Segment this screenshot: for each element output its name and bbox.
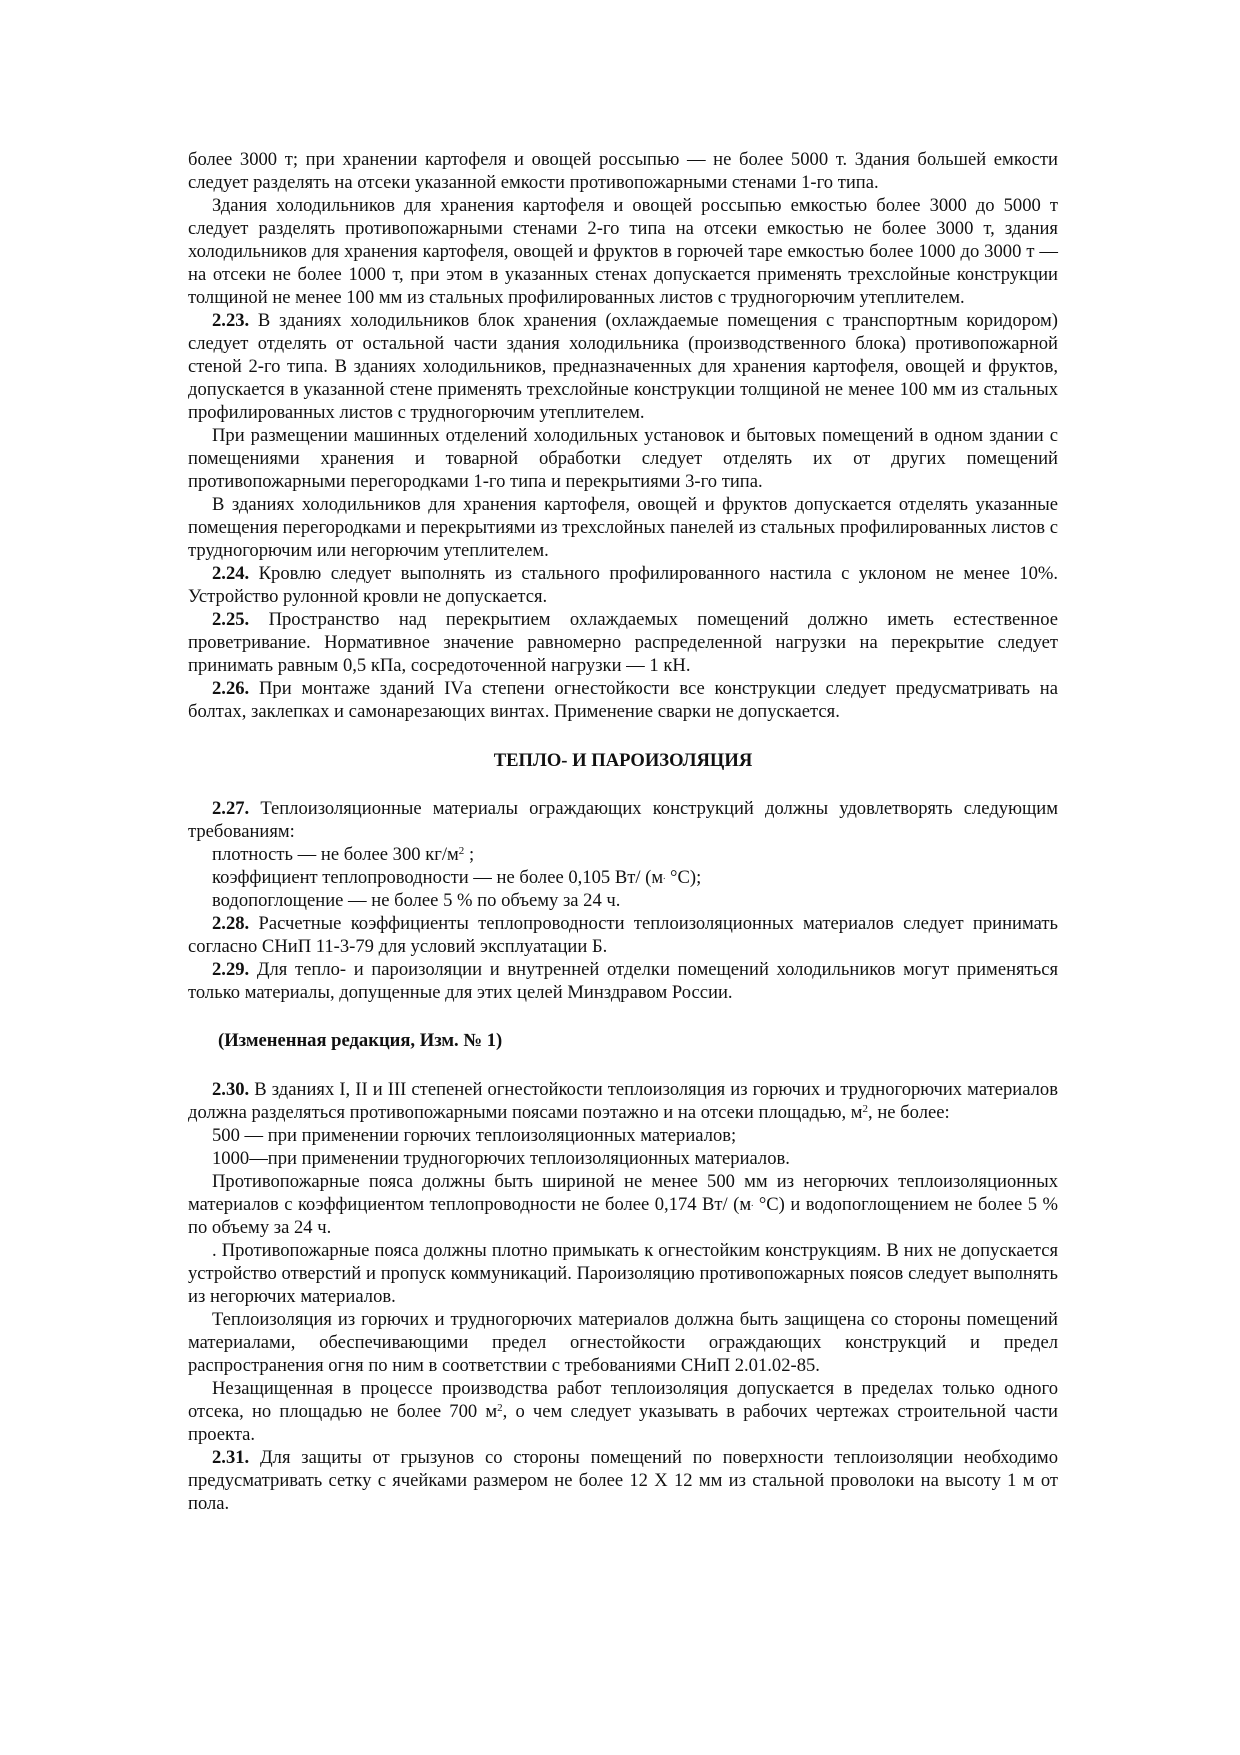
paragraph-text: водопоглощение — не более 5 % по объему за 24 ч. bbox=[212, 890, 621, 911]
paragraph-text: Незащищенная в процессе производства работ теплоизоляция допускается в пределах только одного отсека, но площадью не более 700 м bbox=[188, 1378, 1058, 1422]
clause-number: 2.29. bbox=[212, 959, 250, 980]
paragraph-text: Теплоизоляционные материалы ограждающих конструкций должны удовлетворять следующим требованиям: bbox=[188, 798, 1058, 842]
clause-2-24 bbox=[188, 562, 1058, 608]
paragraph-text: В зданиях холодильников для хранения картофеля, овощей и фруктов допускается отделять указанные помещения перегородками и перекрытиями из трехслойных панелей из стальных профилированных листов с трудногорючим или негорючим утеплителем. bbox=[188, 494, 1058, 561]
paragraph-text: В зданиях I, II и III степеней огнестойкости теплоизоляция из горючих и трудногорючих материалов должна разделяться противопожарными поясами поэтажно и на отсеки площадью, м bbox=[188, 1079, 1058, 1123]
paragraph-text: °С) и водопоглощением не более 5 % по объему за 24 ч. bbox=[188, 1194, 1058, 1238]
paragraph-text: Кровлю следует выполнять из стального профилированного настила с уклоном не менее 10%. Устройство рулонной кровли не допускается. bbox=[188, 563, 1058, 607]
clause-number: 2.27. bbox=[212, 798, 250, 819]
paragraph-text: . Противопожарные пояса должны плотно примыкать к огнестойким конструкциям. В них не допускается устройство отверстий и пропуск коммуникаций. Пароизоляцию противопожарных поясов следует выполнять из негорючих материалов. bbox=[188, 1240, 1058, 1307]
paragraph-text: Противопожарные пояса должны быть шириной не менее 500 мм из негорючих теплоизоляционных материалов с коэффициентом теплопроводности не более 0,174 Вт/ (м bbox=[188, 1171, 1058, 1215]
paragraph-text: , о чем следует указывать в рабочих чертежах строительной части проекта. bbox=[188, 1401, 1059, 1445]
revision-note: (Измененная редакция, Изм. № 1) bbox=[218, 1030, 503, 1051]
paragraph-text: Здания холодильников для хранения картофеля и овощей россыпью емкостью более 3000 до 5000 т следует разделять противопожарными стенами 2-го типа на отсеки емкостью не более 3000 т, здания холодильников для хранения картофеля, овощей и фруктов в горючей таре емкостью более 1000 до 3000 т — на отсеки не более 1000 т, при этом в указанных стенах допускается применять трехслойные конструкции толщиной не менее 100 мм из стальных профилированных листов с трудногорючим утеплителем. bbox=[188, 195, 1058, 308]
paragraph bbox=[188, 1239, 1058, 1308]
paragraph bbox=[188, 493, 1058, 562]
clause-number: 2.26. bbox=[212, 678, 250, 699]
requirement-density bbox=[188, 843, 1058, 866]
paragraph-text: В зданиях холодильников блок хранения (охлаждаемые помещения с транспортным коридором) следует отделять от остальной части здания холодильника (производственного блока) противопожарной стеной 2-го типа. В зданиях холодильников, предназначенных для хранения картофеля, овощей и фруктов, допускается в указанной стене применять трехслойные конструкции толщиной не менее 100 мм из стальных профилированных листов с трудногорючим утеплителем. bbox=[188, 310, 1059, 423]
superscript: 2 bbox=[862, 1103, 869, 1115]
clause-number: 2.23. bbox=[212, 310, 250, 331]
section-heading: ТЕПЛО- И ПАРОИЗОЛЯЦИЯ bbox=[493, 750, 753, 771]
clause-2-28 bbox=[188, 912, 1058, 958]
superscript: 2 bbox=[497, 1402, 503, 1414]
paragraph-text: При размещении машинных отделений холодильных установок и бытовых помещений в одном здании с помещениями хранения и товарной обработки следует отделять их от других помещений противопожарными перегородками 1-го типа и перекрытиями 3-го типа. bbox=[188, 425, 1058, 492]
paragraph-text: Пространство над перекрытием охлаждаемых помещений должно иметь естественное проветривание. Нормативное значение равномерно распределенной нагрузки на перекрытие следует принимать равным 0,5 кПа, сосредоточенной нагрузки — 1 кН. bbox=[188, 609, 1058, 676]
clause-2-23 bbox=[188, 309, 1058, 424]
clause-2-26 bbox=[188, 677, 1058, 723]
paragraph bbox=[188, 1170, 1058, 1239]
paragraph bbox=[188, 1308, 1058, 1377]
paragraph-text: 1000—при применении трудногорючих теплоизоляционных материалов. bbox=[212, 1148, 790, 1169]
paragraph bbox=[188, 194, 1058, 309]
superscript: 2 bbox=[458, 845, 465, 857]
clause-2-27 bbox=[188, 797, 1058, 843]
clause-2-30 bbox=[188, 1078, 1058, 1124]
clause-2-31 bbox=[188, 1446, 1058, 1515]
paragraph-text: При монтаже зданий IVа степени огнестойкости все конструкции следует предусматривать на болтах, заклепках и самонарезающих винтах. Применение сварки не допускается. bbox=[188, 678, 1058, 722]
paragraph-text: , не более: bbox=[868, 1102, 950, 1123]
paragraph-text: плотность — не более 300 кг/м bbox=[212, 844, 459, 865]
requirement-conductivity bbox=[188, 866, 1058, 889]
list-item bbox=[188, 1124, 1058, 1147]
clause-2-29 bbox=[188, 958, 1058, 1004]
clause-number: 2.25. bbox=[212, 609, 250, 630]
clause-number: 2.30. bbox=[212, 1079, 250, 1100]
clause-number: 2.24. bbox=[212, 563, 250, 584]
paragraph-text: ; bbox=[464, 844, 475, 865]
superscript: . bbox=[751, 1198, 754, 1208]
paragraph bbox=[188, 1377, 1058, 1446]
paragraph-text: 500 — при применении горючих теплоизоляционных материалов; bbox=[212, 1125, 737, 1146]
paragraph-text: Для защиты от грызунов со стороны помещений по поверхности теплоизоляции необходимо предусматривать сетку с ячейками размером не более 12 Х 12 мм из стальной проволоки на высоту 1 м от пола. bbox=[188, 1447, 1058, 1514]
superscript: . bbox=[663, 871, 666, 881]
clause-number: 2.31. bbox=[212, 1447, 250, 1468]
list-item bbox=[188, 1147, 1058, 1170]
paragraph bbox=[188, 148, 1058, 194]
paragraph bbox=[188, 424, 1058, 493]
paragraph-text: Теплоизоляция из горючих и трудногорючих материалов должна быть защищена со стороны помещений материалами, обеспечивающими предел огнестойкости ограждающих конструкций и предел распространения огня по ним в соответствии с требованиями СНиП 2.01.02-85. bbox=[188, 1309, 1058, 1376]
paragraph-text: Расчетные коэффициенты теплопроводности теплоизоляционных материалов следует принимать согласно СНиП 11-3-79 для условий эксплуатации Б. bbox=[188, 913, 1058, 957]
paragraph-text: Для тепло- и пароизоляции и внутренней отделки помещений холодильников могут применяться только материалы, допущенные для этих целей Минздравом России. bbox=[188, 959, 1058, 1003]
paragraph-text: более 3000 т; при хранении картофеля и овощей россыпью — не более 5000 т. Здания большей емкости следует разделять на отсеки указанной емкости противопожарными стенами 1-го типа. bbox=[188, 149, 1058, 193]
document-page bbox=[188, 148, 1058, 1515]
paragraph-text: коэффициент теплопроводности — не более 0,105 Вт/ (м bbox=[212, 867, 664, 888]
requirement-absorption bbox=[188, 889, 1058, 912]
clause-number: 2.28. bbox=[212, 913, 250, 934]
paragraph-text: °С); bbox=[665, 867, 702, 888]
clause-2-25 bbox=[188, 608, 1058, 677]
